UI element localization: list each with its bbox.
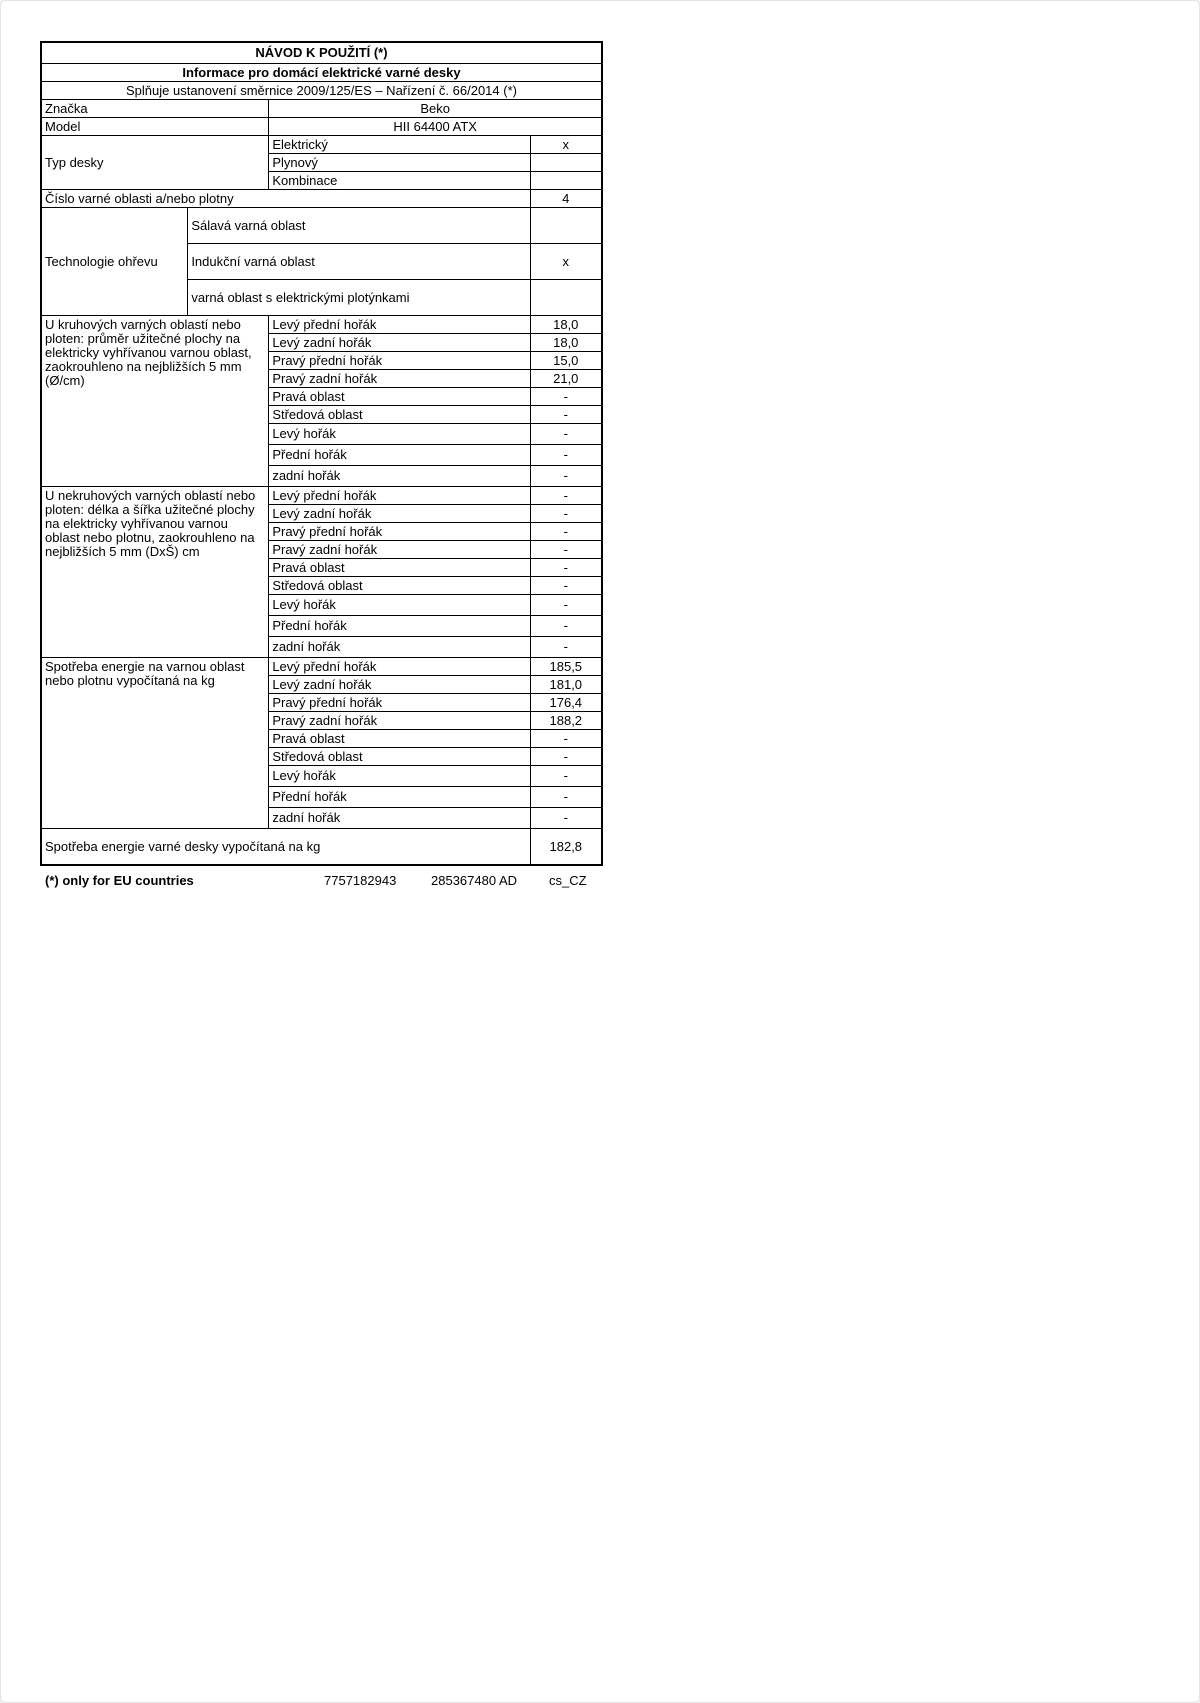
hob-type-label: Typ desky bbox=[41, 136, 269, 190]
energy-zone-name: Přední hořák bbox=[269, 787, 530, 808]
energy-zone-name: Pravá oblast bbox=[269, 730, 530, 748]
energy-zone-value: - bbox=[530, 766, 602, 787]
noncircular-zone-name: Levý zadní hořák bbox=[269, 505, 530, 523]
heating-tech-option: varná oblast s elektrickými plotýnkami bbox=[188, 280, 530, 316]
circular-zone-value: - bbox=[530, 424, 602, 445]
circular-zone-value: 15,0 bbox=[530, 352, 602, 370]
noncircular-zone-value: - bbox=[530, 505, 602, 523]
noncircular-zone-value: - bbox=[530, 559, 602, 577]
energy-zone-name: Levý zadní hořák bbox=[269, 676, 530, 694]
noncircular-zone-name: zadní hořák bbox=[269, 637, 530, 658]
regulation-line: Splňuje ustanovení směrnice 2009/125/ES – Nařízení č. 66/2014 (*) bbox=[41, 82, 602, 100]
footer bbox=[40, 873, 603, 889]
hob-type-mark bbox=[530, 172, 602, 190]
circular-zone-value: 18,0 bbox=[530, 316, 602, 334]
hob-type-option: Elektrický bbox=[269, 136, 530, 154]
circular-zone-name: Pravá oblast bbox=[269, 388, 530, 406]
document-subtitle: Informace pro domácí elektrické varné desky bbox=[41, 64, 602, 82]
noncircular-zone-name: Pravá oblast bbox=[269, 559, 530, 577]
heating-tech-mark: x bbox=[530, 244, 602, 280]
circular-zone-value: - bbox=[530, 388, 602, 406]
energy-zone-value: 188,2 bbox=[530, 712, 602, 730]
noncircular-zone-name: Přední hořák bbox=[269, 616, 530, 637]
noncircular-zone-name: Levý přední hořák bbox=[269, 487, 530, 505]
document-code: 7757182943 bbox=[324, 873, 397, 888]
heating-tech-mark bbox=[530, 280, 602, 316]
circular-zone-name: Přední hořák bbox=[269, 445, 530, 466]
noncircular-zone-value: - bbox=[530, 595, 602, 616]
energy-zone-name: Pravý zadní hořák bbox=[269, 712, 530, 730]
energy-total-label: Spotřeba energie varné desky vypočítaná na kg bbox=[41, 829, 530, 866]
brand-label: Značka bbox=[41, 100, 269, 118]
circular-zone-name: Levý přední hořák bbox=[269, 316, 530, 334]
energy-zone-name: Středová oblast bbox=[269, 748, 530, 766]
heating-tech-label: Technologie ohřevu bbox=[41, 208, 188, 316]
energy-zone-name: Levý hořák bbox=[269, 766, 530, 787]
noncircular-zone-name: Pravý zadní hořák bbox=[269, 541, 530, 559]
noncircular-zone-name: Levý hořák bbox=[269, 595, 530, 616]
energy-label-document bbox=[40, 41, 603, 889]
energy-total-value: 182,8 bbox=[530, 829, 602, 866]
hob-type-option: Kombinace bbox=[269, 172, 530, 190]
document-title: NÁVOD K POUŽITÍ (*) bbox=[41, 42, 602, 64]
hob-type-option: Plynový bbox=[269, 154, 530, 172]
zone-count-label: Číslo varné oblasti a/nebo plotny bbox=[41, 190, 530, 208]
model-value: HII 64400 ATX bbox=[269, 118, 602, 136]
energy-zone-name: Pravý přední hořák bbox=[269, 694, 530, 712]
circular-zone-value: - bbox=[530, 445, 602, 466]
circular-zones-label: U kruhových varných oblastí nebo ploten: průměr užitečné plochy na elektricky vyhřívanou varnou oblast, zaokrouhleno na nejbližších 5 mm (Ø/cm) bbox=[41, 316, 269, 487]
revision-code: 285367480 AD bbox=[431, 873, 518, 888]
circular-zone-name: Pravý zadní hořák bbox=[269, 370, 530, 388]
circular-zone-name: Levý hořák bbox=[269, 424, 530, 445]
circular-zone-name: Středová oblast bbox=[269, 406, 530, 424]
energy-per-zone-label: Spotřeba energie na varnou oblast nebo plotnu vypočítaná na kg bbox=[41, 658, 269, 829]
heating-tech-mark bbox=[530, 208, 602, 244]
locale-code: cs_CZ bbox=[549, 873, 587, 888]
model-label: Model bbox=[41, 118, 269, 136]
energy-zone-value: - bbox=[530, 808, 602, 829]
energy-zone-name: Levý přední hořák bbox=[269, 658, 530, 676]
eu-note: (*) only for EU countries bbox=[45, 873, 194, 888]
energy-zone-value: - bbox=[530, 730, 602, 748]
noncircular-zone-value: - bbox=[530, 637, 602, 658]
circular-zone-value: 18,0 bbox=[530, 334, 602, 352]
hob-type-mark: x bbox=[530, 136, 602, 154]
brand-value: Beko bbox=[269, 100, 602, 118]
heating-tech-option: Indukční varná oblast bbox=[188, 244, 530, 280]
product-info-table bbox=[40, 41, 603, 866]
energy-zone-value: 181,0 bbox=[530, 676, 602, 694]
circular-zone-value: - bbox=[530, 466, 602, 487]
zone-count-value: 4 bbox=[530, 190, 602, 208]
noncircular-zone-name: Středová oblast bbox=[269, 577, 530, 595]
energy-zone-value: 185,5 bbox=[530, 658, 602, 676]
noncircular-zone-value: - bbox=[530, 487, 602, 505]
circular-zone-name: Pravý přední hořák bbox=[269, 352, 530, 370]
hob-type-mark bbox=[530, 154, 602, 172]
noncircular-zone-value: - bbox=[530, 616, 602, 637]
circular-zone-name: zadní hořák bbox=[269, 466, 530, 487]
circular-zone-name: Levý zadní hořák bbox=[269, 334, 530, 352]
energy-zone-value: - bbox=[530, 787, 602, 808]
energy-zone-name: zadní hořák bbox=[269, 808, 530, 829]
noncircular-zones-label: U nekruhových varných oblastí nebo ploten: délka a šířka užitečné plochy na elektricky vyhřívanou varnou oblast nebo plotnu, zaokrouhleno na nejbližších 5 mm (DxŠ) cm bbox=[41, 487, 269, 658]
noncircular-zone-value: - bbox=[530, 541, 602, 559]
noncircular-zone-value: - bbox=[530, 523, 602, 541]
noncircular-zone-name: Pravý přední hořák bbox=[269, 523, 530, 541]
noncircular-zone-value: - bbox=[530, 577, 602, 595]
heating-tech-option: Sálavá varná oblast bbox=[188, 208, 530, 244]
energy-zone-value: - bbox=[530, 748, 602, 766]
circular-zone-value: - bbox=[530, 406, 602, 424]
circular-zone-value: 21,0 bbox=[530, 370, 602, 388]
energy-zone-value: 176,4 bbox=[530, 694, 602, 712]
